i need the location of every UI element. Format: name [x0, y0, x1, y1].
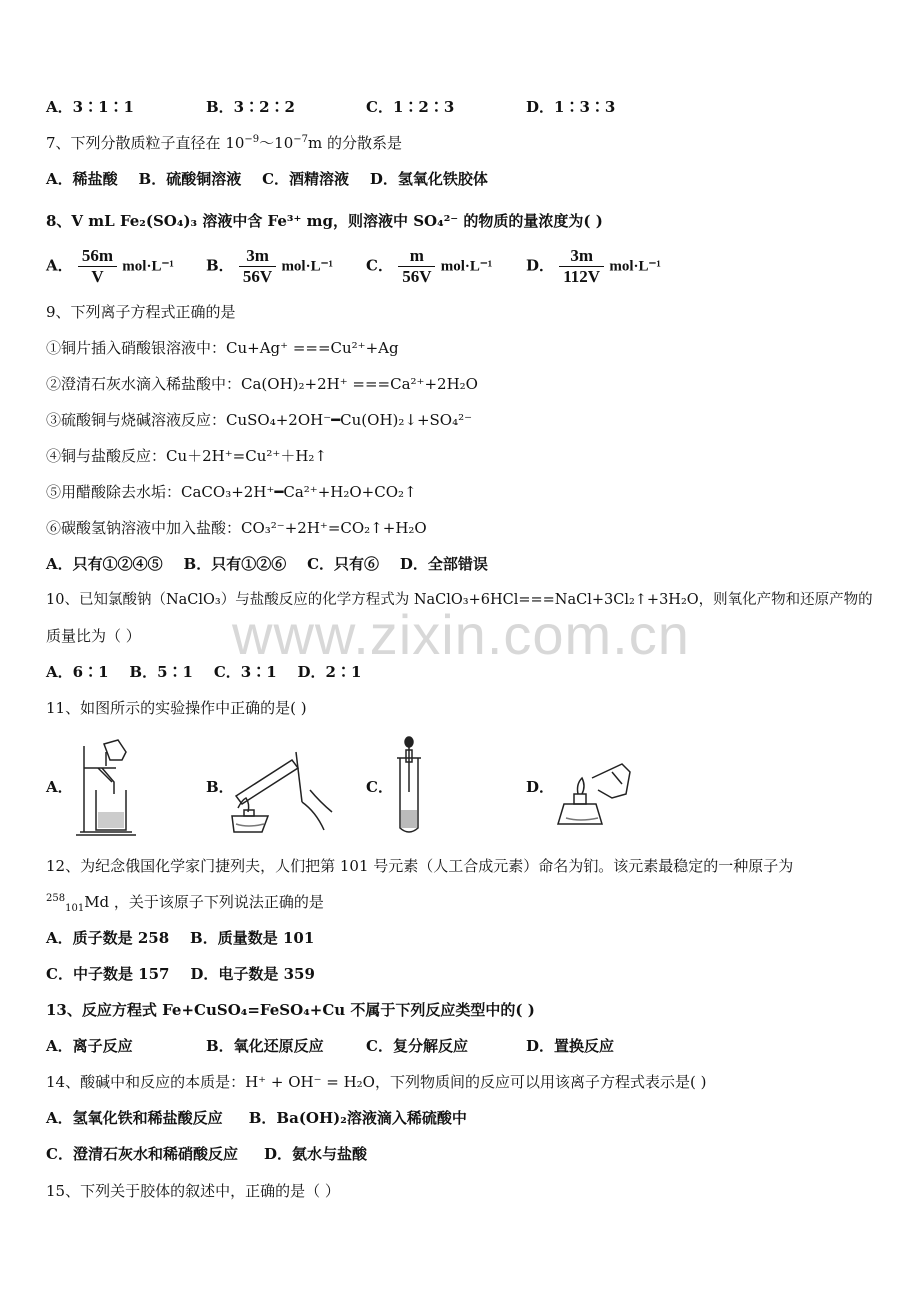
- q8-option-d-fraction: [559, 246, 604, 287]
- q10-options: A．6∶1 B．5∶1 C．3∶1 D．2∶1: [46, 663, 362, 681]
- q8-option-d: [526, 246, 661, 287]
- q13-option-c: C．复分解反应: [366, 1037, 468, 1055]
- q12-mass-number: 258: [46, 893, 66, 904]
- q6-option-d: D．1∶3∶3: [526, 98, 616, 116]
- q8-c-denominator: 56V: [402, 267, 432, 286]
- q8-option-a-label: A．: [46, 256, 73, 275]
- q9-options: A．只有①②④⑤ B．只有①②⑥ C．只有⑥ D．全部错误: [46, 555, 488, 573]
- q8-option-c-label: C．: [366, 256, 393, 275]
- dropper-test-tube-icon: [392, 736, 432, 836]
- q8-option-d-label: D．: [526, 256, 555, 275]
- q8-option-a-fraction: [78, 246, 117, 287]
- q11-option-a-label: A．: [46, 778, 73, 796]
- q8-option-b: [206, 246, 333, 287]
- q8-c-numerator: m: [398, 246, 435, 267]
- q8-d-denominator: 112V: [563, 267, 601, 286]
- q8-b-denominator: 56V: [242, 267, 273, 286]
- q10-stem-line1: 10、已知氯酸钠（NaClO₃）与盐酸反应的化学方程式为 NaClO₃+6HCl===NaCl+3Cl₂↑+3H₂O，则氧化产物和还原产物的: [46, 592, 873, 608]
- q9-statement-2: ②澄清石灰水滴入稀盐酸中：Ca(OH)₂+2H⁺ ===Ca²⁺+2H₂O: [46, 375, 478, 393]
- q8-option-c-fraction: [398, 246, 435, 287]
- q9-statement-4: ④铜与盐酸反应：Cu＋2H⁺=Cu²⁺＋H₂↑: [46, 447, 327, 465]
- q12-options-row1: A．质子数是 258 B．质量数是 101: [46, 929, 315, 947]
- q8-b-unit: mol·L⁻¹: [281, 258, 334, 275]
- q8-a-numerator: 56m: [78, 246, 117, 267]
- q14-stem: 14、酸碱中和反应的本质是：H⁺ + OH⁻ = H₂O，下列物质间的反应可以用该离子方程式表示是( ): [46, 1073, 707, 1091]
- q15-stem: 15、下列关于胶体的叙述中，正确的是（ ）: [46, 1182, 340, 1200]
- q11-option-b-label: B．: [206, 778, 234, 796]
- q7-options: A．稀盐酸 B．硫酸铜溶液 C．酒精溶液 D．氢氧化铁胶体: [46, 170, 488, 188]
- q9-statement-1: ①铜片插入硝酸银溶液中：Cu+Ag⁺ ===Cu²⁺+Ag: [46, 339, 399, 357]
- q12-stem-line2: [46, 891, 324, 913]
- test-tube-heating-icon: [228, 742, 338, 834]
- q12-element-symbol: Md: [84, 893, 110, 911]
- q10-stem-line2: 质量比为（ ）: [46, 627, 141, 645]
- q8-d-unit: mol·L⁻¹: [609, 258, 661, 275]
- q7-stem-mid: ～10: [259, 134, 294, 152]
- q9-statement-3: ③硫酸铜与烧碱溶液反应：CuSO₄+2OH⁻━Cu(OH)₂↓+SO₄²⁻: [46, 411, 473, 429]
- q8-b-numerator: 3m: [239, 246, 276, 267]
- q11-option-d-label: D．: [526, 778, 555, 796]
- q12-atomic-number: 101: [65, 903, 85, 914]
- q7-stem-suffix: m 的分散系是: [308, 134, 402, 152]
- q8-d-numerator: 3m: [559, 246, 604, 267]
- q14-options-row2: C．澄清石灰水和稀硝酸反应 D．氨水与盐酸: [46, 1145, 368, 1163]
- q8-stem: 8、V mL Fe₂(SO₄)₃ 溶液中含 Fe³⁺ mg，则溶液中 SO₄²⁻ 的物质的量浓度为( ): [46, 212, 603, 230]
- q11-stem: 11、如图所示的实验操作中正确的是( ): [46, 699, 307, 717]
- q6-option-a: A．3∶1∶1: [46, 98, 134, 116]
- q8-option-b-label: B．: [206, 256, 234, 275]
- q13-option-b: B．氧化还原反应: [206, 1037, 324, 1055]
- q8-a-denominator: V: [91, 267, 104, 286]
- q7-exponent-2: −7: [293, 134, 308, 145]
- q12-stem-tail: ，关于该原子下列说法正确的是: [109, 893, 324, 911]
- q7-stem-prefix: 7、下列分散质粒子直径在 10: [46, 134, 245, 152]
- filtration-apparatus-icon: [70, 738, 150, 838]
- q6-option-b: B．3∶2∶2: [206, 98, 295, 116]
- q7-stem: [46, 132, 402, 154]
- q9-statement-6: ⑥碳酸氢钠溶液中加入盐酸：CO₃²⁻+2H⁺=CO₂↑+H₂O: [46, 519, 427, 537]
- q13-option-d: D．置换反应: [526, 1037, 615, 1055]
- q9-stem: 9、下列离子方程式正确的是: [46, 303, 236, 321]
- q8-option-c: [366, 246, 492, 287]
- q6-option-c: C．1∶2∶3: [366, 98, 455, 116]
- q13-option-a: A．离子反应: [46, 1037, 133, 1055]
- q14-options-row1: A．氢氧化铁和稀盐酸反应 B．Ba(OH)₂溶液滴入稀硫酸中: [46, 1109, 467, 1127]
- q12-stem-line1: 12、为纪念俄国化学家门捷列夫，人们把第 101 号元素（人工合成元素）命名为钔。该元素最稳定的一种原子为: [46, 857, 794, 875]
- q8-a-unit: mol·L⁻¹: [122, 258, 174, 275]
- q8-c-unit: mol·L⁻¹: [440, 258, 493, 275]
- q9-statement-5: ⑤用醋酸除去水垢：CaCO₃+2H⁺━Ca²⁺+H₂O+CO₂↑: [46, 483, 417, 501]
- q13-stem: 13、反应方程式 Fe+CuSO₄=FeSO₄+Cu 不属于下列反应类型中的( ): [46, 1001, 535, 1019]
- watermark: www.zixin.com.cn: [232, 603, 690, 666]
- q8-option-a: [46, 246, 174, 287]
- q7-exponent-1: −9: [244, 134, 260, 145]
- q11-option-c-label: C．: [366, 778, 393, 796]
- q12-options-row2: C．中子数是 157 D．电子数是 359: [46, 965, 315, 983]
- q8-option-b-fraction: [239, 246, 276, 287]
- alcohol-lamp-lighting-icon: [552, 754, 634, 830]
